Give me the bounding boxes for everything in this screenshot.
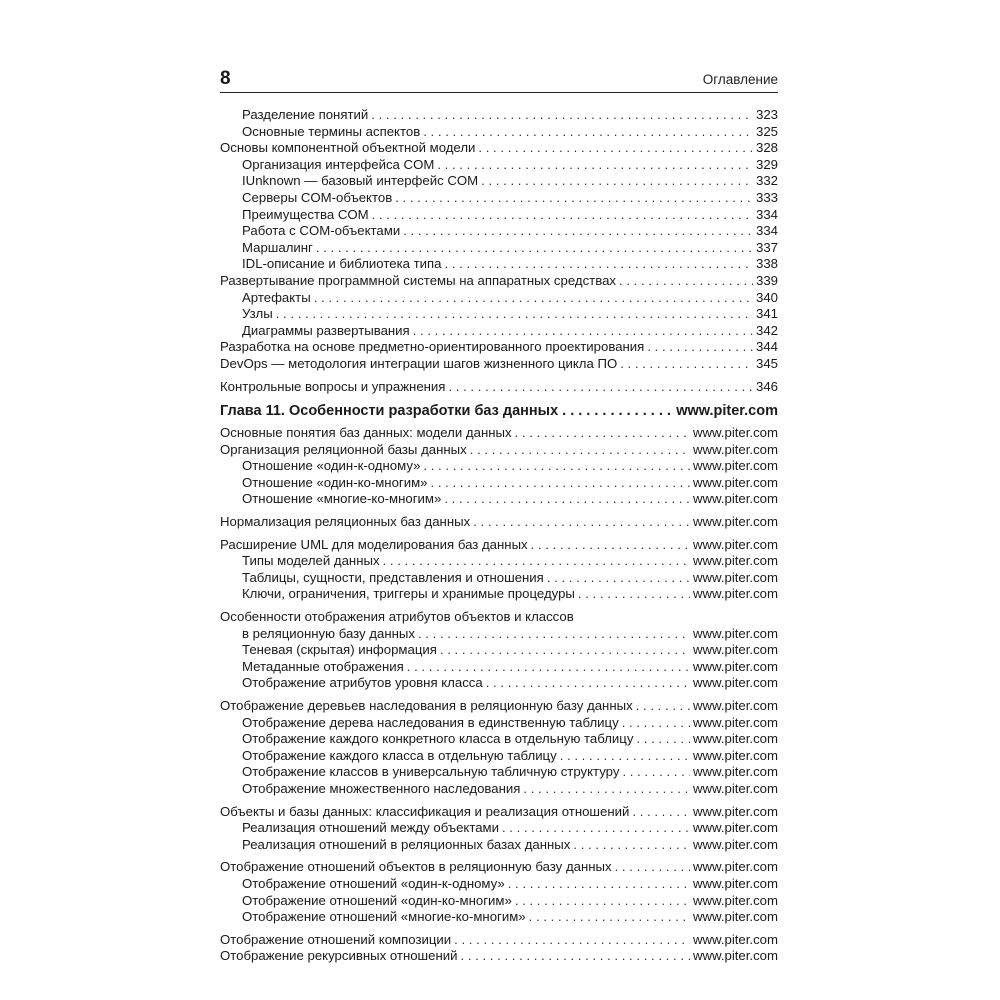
toc-leader-dots <box>383 553 690 570</box>
toc-entry <box>220 642 778 659</box>
toc-leader-dots <box>622 764 690 781</box>
toc-entry <box>220 586 778 603</box>
toc-leader-dots <box>316 240 753 257</box>
toc-entry-title: Отображение каждого класса в отдельную таблицу <box>242 747 557 763</box>
chapter-leader-dots <box>562 400 672 422</box>
toc-entry <box>220 804 778 821</box>
toc-entry-title: Отображение отношений объектов в реляционную базу данных <box>220 859 612 875</box>
toc-entry-title: Типы моделей данных <box>242 553 380 569</box>
toc-group <box>220 859 778 925</box>
toc-entry-page: www.piter.com <box>692 747 778 763</box>
toc-entry <box>220 659 778 676</box>
toc-entry-title: Отображение рекурсивных отношений <box>220 948 458 964</box>
toc-entry-page: 342 <box>755 322 778 338</box>
toc-leader-dots <box>395 190 753 207</box>
toc-entry-title: Отображение каждого конкретного класса в отдельную таблицу <box>242 731 634 747</box>
toc-entry-page: www.piter.com <box>692 859 778 875</box>
toc-entry <box>220 124 778 141</box>
toc-leader-dots <box>481 173 753 190</box>
toc-leader-dots <box>473 514 690 531</box>
toc-entry-title: Реализация отношений в реляционных базах данных <box>242 836 571 852</box>
toc-entry-page: www.piter.com <box>692 731 778 747</box>
toc-entry-title: Расширение UML для моделирования баз данных <box>220 536 528 552</box>
toc-entry-title: Отображение отношений композиции <box>220 931 452 947</box>
toc-entry-page: www.piter.com <box>692 836 778 852</box>
toc-entry <box>220 223 778 240</box>
toc-leader-dots <box>515 425 690 442</box>
toc-entry-page: www.piter.com <box>692 474 778 490</box>
toc-entry-page: www.piter.com <box>692 658 778 674</box>
toc-entry <box>220 140 778 157</box>
toc-entry-title: Отношение «один-к-одному» <box>242 458 421 474</box>
toc-entry-title: Отображение отношений «один-к-одному» <box>242 875 505 891</box>
toc-entry-page: www.piter.com <box>692 514 778 530</box>
toc-leader-dots <box>578 586 690 603</box>
toc-entry-review-questions <box>220 379 778 396</box>
toc-entry-page: www.piter.com <box>692 875 778 891</box>
toc-entry-page: 337 <box>755 239 778 255</box>
toc-entry-page: www.piter.com <box>692 909 778 925</box>
toc-entry <box>220 323 778 340</box>
toc-entry <box>220 537 778 554</box>
toc-entry-title: DevOps — методология интеграции шагов жизненного цикла ПО <box>220 355 618 371</box>
toc-entry <box>220 675 778 692</box>
toc-entry-page: 334 <box>755 206 778 222</box>
toc-leader-dots <box>423 124 753 141</box>
toc-entry-page: www.piter.com <box>692 553 778 569</box>
toc-entry-page: www.piter.com <box>692 491 778 507</box>
toc-entry-page: 333 <box>755 189 778 205</box>
toc-entry-title: IDL-описание и библиотека типа <box>242 256 442 272</box>
toc-entry-page: www.piter.com <box>692 820 778 836</box>
toc-entry-page: 346 <box>755 378 778 394</box>
toc-entry <box>220 173 778 190</box>
toc-leader-dots <box>478 140 753 157</box>
toc-leader-dots <box>423 458 690 475</box>
toc-leader-dots <box>560 748 690 765</box>
toc-entry <box>220 207 778 224</box>
toc-group <box>220 425 778 508</box>
toc-leader-dots <box>413 323 753 340</box>
toc-leader-dots <box>461 948 690 965</box>
toc-leader-dots <box>615 859 690 876</box>
toc-entry <box>220 240 778 257</box>
toc-entry-page: www.piter.com <box>692 714 778 730</box>
toc-entry-title: Основные термины аспектов <box>242 123 421 139</box>
toc-entry-page: 338 <box>755 256 778 272</box>
toc-entry <box>220 458 778 475</box>
toc-leader-dots <box>448 379 753 396</box>
toc-group <box>220 626 778 692</box>
toc-entry-page: www.piter.com <box>692 675 778 691</box>
toc-entry <box>220 190 778 207</box>
toc-entry <box>220 698 778 715</box>
toc-leader-dots <box>647 339 753 356</box>
toc-entry <box>220 570 778 587</box>
header-rule <box>220 92 778 93</box>
toc-leader-dots <box>276 306 753 323</box>
toc-entry-title: Артефакты <box>242 289 311 305</box>
toc-entry-page: www.piter.com <box>692 642 778 658</box>
toc-entry-page: 329 <box>755 156 778 172</box>
toc-entry-title: Разработка на основе предметно-ориентированного проектирования <box>220 339 645 355</box>
toc-group <box>220 932 778 965</box>
toc-leader-dots <box>445 256 753 273</box>
toc-entry-title: IUnknown — базовый интерфейс COM <box>242 173 479 189</box>
toc-entry <box>220 781 778 798</box>
toc-entry-page: www.piter.com <box>692 569 778 585</box>
table-of-contents <box>220 107 778 965</box>
toc-leader-dots <box>632 804 690 821</box>
toc-entry <box>220 306 778 323</box>
toc-leader-dots <box>523 781 690 798</box>
toc-leader-dots <box>573 837 690 854</box>
toc-leader-dots <box>470 442 690 459</box>
toc-group <box>220 514 778 531</box>
toc-entry-page: 344 <box>755 339 778 355</box>
toc-entry <box>220 837 778 854</box>
toc-entry <box>220 932 778 949</box>
toc-group <box>220 537 778 603</box>
toc-entry-page: 341 <box>755 306 778 322</box>
toc-entry-page: 328 <box>755 140 778 156</box>
toc-leader-dots <box>547 570 690 587</box>
toc-entry <box>220 273 778 290</box>
toc-entry <box>220 425 778 442</box>
toc-leader-dots <box>636 698 690 715</box>
toc-entry-page: 339 <box>755 272 778 288</box>
toc-entry-page: 340 <box>755 289 778 305</box>
toc-leader-dots <box>515 893 690 910</box>
toc-leader-dots <box>372 207 753 224</box>
toc-leader-dots <box>431 475 690 492</box>
running-title: Оглавление <box>702 72 778 87</box>
toc-entry <box>220 893 778 910</box>
toc-entry-title: в реляционную базу данных <box>242 625 415 641</box>
toc-leader-dots <box>444 491 690 508</box>
toc-leader-dots <box>437 157 753 174</box>
toc-entry-title: Узлы <box>242 306 273 322</box>
chapter-page: www.piter.com <box>676 403 778 420</box>
toc-entry-title: Маршалинг <box>242 239 313 255</box>
toc-entry-page: www.piter.com <box>692 803 778 819</box>
toc-entry-title: Работа с COM-объектами <box>242 223 401 239</box>
toc-entry-title: Отображение отношений «многие-ко-многим» <box>242 909 526 925</box>
toc-entry <box>220 256 778 273</box>
toc-entry <box>220 356 778 373</box>
toc-entry <box>220 626 778 643</box>
toc-group <box>220 107 778 373</box>
toc-leader-dots <box>529 909 690 926</box>
toc-entry-title: Отображение деревьев наследования в реляционную базу данных <box>220 698 633 713</box>
toc-leader-dots <box>418 626 690 643</box>
toc-entry-page: www.piter.com <box>692 458 778 474</box>
toc-entry <box>220 731 778 748</box>
toc-entry-title: Разделение понятий <box>242 107 369 122</box>
toc-entry-page: www.piter.com <box>692 931 778 947</box>
toc-leader-dots <box>508 876 690 893</box>
toc-entry-title: Отображение множественного наследования <box>242 780 521 796</box>
toc-entry-title: Основные понятия баз данных: модели данных <box>220 425 512 441</box>
toc-entry <box>220 553 778 570</box>
toc-entry-title: Теневая (скрытая) информация <box>242 642 437 658</box>
toc-leader-dots <box>502 820 690 837</box>
toc-entry-page: www.piter.com <box>692 425 778 441</box>
toc-entry-title: Метаданные отображения <box>242 658 404 674</box>
toc-entry <box>220 764 778 781</box>
toc-entry-title: Нормализация реляционных баз данных <box>220 514 471 530</box>
toc-entry <box>220 157 778 174</box>
toc-entry-page: www.piter.com <box>692 625 778 641</box>
toc-entry-title: Диаграммы развертывания <box>242 322 410 338</box>
toc-entry-page: www.piter.com <box>692 764 778 780</box>
toc-entry-title: Объекты и базы данных: классификация и реализация отношений <box>220 803 630 819</box>
toc-entry-title: Отображение классов в универсальную табличную структуру <box>242 764 620 780</box>
toc-entry <box>220 491 778 508</box>
page-number: 8 <box>220 68 231 89</box>
toc-entry-page: www.piter.com <box>692 586 778 602</box>
toc-group <box>220 804 778 854</box>
toc-entry-title: Отображение атрибутов уровня класса <box>242 675 483 691</box>
toc-entry-page: 325 <box>755 123 778 139</box>
toc-entry <box>220 748 778 765</box>
toc-entry-title: Отображение дерева наследования в единственную таблицу <box>242 714 619 730</box>
toc-entry-title: Реализация отношений между объектами <box>242 820 499 836</box>
toc-entry-page: www.piter.com <box>692 441 778 457</box>
toc-entry <box>220 859 778 876</box>
page-header <box>220 68 778 90</box>
toc-leader-dots <box>619 273 753 290</box>
toc-entry <box>220 876 778 893</box>
toc-leader-dots <box>314 290 753 307</box>
toc-entry-page: www.piter.com <box>692 948 778 964</box>
toc-entry-page: 323 <box>755 107 778 122</box>
toc-entry <box>220 475 778 492</box>
toc-entry <box>220 339 778 356</box>
toc-entry <box>220 442 778 459</box>
toc-leader-dots <box>440 642 690 659</box>
toc-group <box>220 698 778 798</box>
toc-entry-title: Основы компонентной объектной модели <box>220 140 476 156</box>
chapter-heading <box>220 400 778 422</box>
toc-entry <box>220 290 778 307</box>
toc-entry-title: Отношение «многие-ко-многим» <box>242 491 442 507</box>
toc-entry-title: Развертывание программной системы на аппаратных средствах <box>220 272 616 288</box>
toc-entry-title: Ключи, ограничения, триггеры и хранимые процедуры <box>242 586 575 602</box>
toc-entry-title: Таблицы, сущности, представления и отношения <box>242 569 544 585</box>
toc-entry <box>220 909 778 926</box>
toc-entry-title: Контрольные вопросы и упражнения <box>220 378 446 394</box>
toc-entry-title: Организация реляционной базы данных <box>220 441 467 457</box>
toc-entry-title: Организация интерфейса COM <box>242 156 435 172</box>
toc-leader-dots <box>636 731 690 748</box>
toc-entry-page: www.piter.com <box>692 536 778 552</box>
toc-entry-title: Отношение «один-ко-многим» <box>242 474 428 490</box>
toc-leader-dots <box>371 107 753 124</box>
toc-leader-dots <box>622 715 690 732</box>
toc-leader-dots <box>486 675 690 692</box>
toc-entry-title: Преимущества COM <box>242 206 369 222</box>
toc-entry-page: www.piter.com <box>692 698 778 713</box>
toc-entry-page: 345 <box>755 355 778 371</box>
toc-entry <box>220 948 778 965</box>
toc-leader-dots <box>620 356 753 373</box>
toc-entry-title: Отображение отношений «один-ко-многим» <box>242 892 512 908</box>
toc-entry-page: 332 <box>755 173 778 189</box>
toc-leader-dots <box>407 659 690 676</box>
toc-entry-page: www.piter.com <box>692 892 778 908</box>
toc-leader-dots <box>454 932 690 949</box>
toc-leader-dots <box>531 537 690 554</box>
toc-entry-title: Особенности отображения атрибутов объектов и классов <box>220 609 574 625</box>
toc-leader-dots <box>403 223 753 240</box>
toc-entry-page: www.piter.com <box>692 780 778 796</box>
toc-entry <box>220 107 778 124</box>
toc-entry <box>220 715 778 732</box>
toc-entry <box>220 514 778 531</box>
toc-entry-title: Серверы COM-объектов <box>242 189 393 205</box>
toc-entry-page: 334 <box>755 223 778 239</box>
toc-entry <box>220 820 778 837</box>
chapter-title: Глава 11. Особенности разработки баз данных <box>220 403 559 420</box>
toc-entry-heading-line <box>220 609 778 626</box>
